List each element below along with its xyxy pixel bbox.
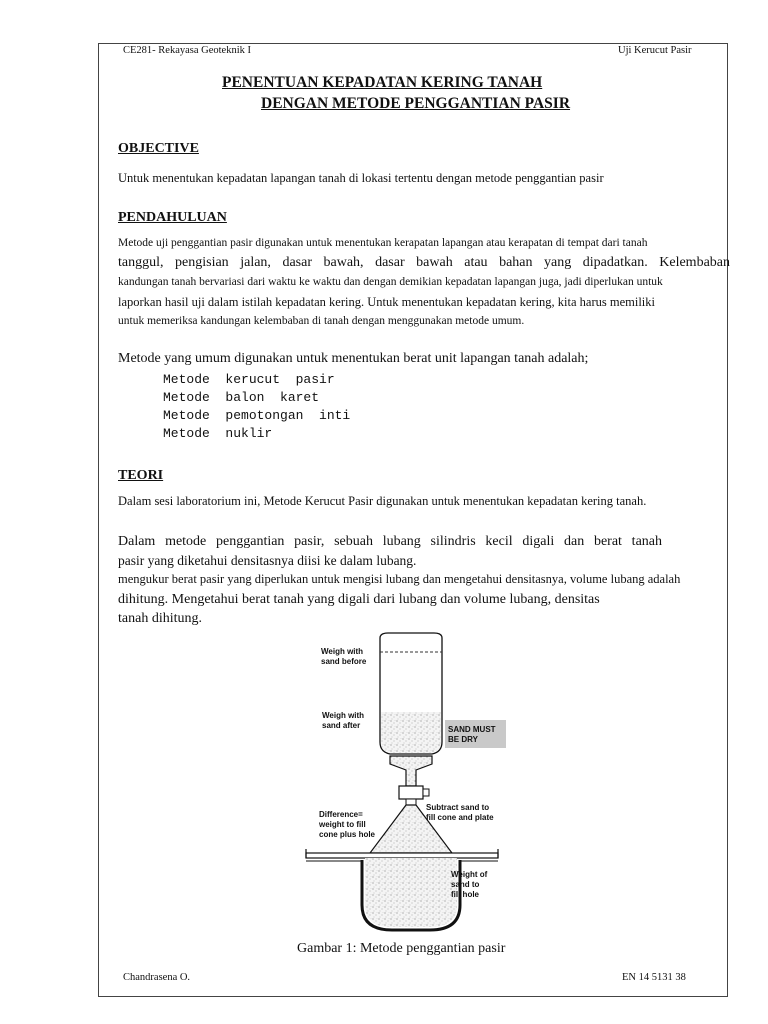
header-course: CE281- Rekayasa Geoteknik I [123,45,252,56]
footer-author: Chandrasena O. [123,972,191,983]
header-topic: Uji Kerucut Pasir [618,45,692,56]
objective-heading: OBJECTIVE [118,141,199,156]
pendahuluan-line: tanggul, pengisian jalan, dasar bawah, dasar bawah atau bahan yang dipadatkan. Kelembaban [118,255,730,270]
teori-line: mengukur berat pasir yang diperlukan untuk mengisi lubang dan mengetahui densitasnya, volume lubang adalah [118,572,681,586]
objective-text: Untuk menentukan kepadatan lapangan tanah di lokasi tertentu dengan metode penggantian pasir [118,171,604,185]
footer-code: EN 14 5131 38 [622,972,686,983]
label-weigh-after: Weigh with sand after [322,711,365,730]
sand-dry-note [445,720,506,748]
pendahuluan-line: kandungan tanah bervariasi dari waktu ke waktu dan dengan demikian kepadatan lapangan juga, jadi diperlukan untuk [118,276,663,288]
objective-item [118,171,604,186]
label-hole: Weight of sand to fill hole [451,870,488,899]
valve-funnel [390,756,432,805]
pendahuluan-heading: PENDAHULUAN [118,210,227,225]
method-item: Metode kerucut pasir [163,372,335,387]
teori-heading: TEORI [118,468,164,483]
figure-caption: Gambar 1: Metode penggantian pasir [297,941,506,956]
method-item: Metode nuklir [163,426,273,441]
teori-line: pasir yang diketahui densitasnya diisi ke dalam lubang. [118,553,417,568]
methods-intro: Metode yang umum digunakan untuk menentukan berat unit lapangan tanah adalah; [118,351,589,366]
svg-text:SAND MUST BE DRY: SAND MUST BE DRY [448,725,496,744]
label-weigh-before: Weigh with sand before [321,647,367,666]
sand-jar [380,633,442,754]
sand-cone-diagram [300,632,510,937]
teori-intro: Dalam sesi laboratorium ini, Metode Kerucut Pasir digunakan untuk menentukan kepadatan kering tanah. [118,494,647,508]
title-line-2: DENGAN METODE PENGGANTIAN PASIR [261,95,571,112]
label-difference: Difference= weight to fill cone plus hole [319,810,376,839]
teori-line: tanah dihitung. [118,611,202,626]
method-item: Metode balon karet [163,390,320,405]
pendahuluan-line: untuk memeriksa kandungan kelembaban di tanah dengan menggunakan metode umum. [118,315,525,327]
pendahuluan-line: Metode uji penggantian pasir digunakan untuk menentukan kerapatan lapangan atau kerapatan di tempat dari tanah [118,237,648,249]
pendahuluan-line: laporkan hasil uji dalam istilah kepadatan kering. Untuk menentukan kepadatan kering, kita harus memiliki [118,295,655,309]
title-line-1: PENENTUAN KEPADATAN KERING TANAH [222,74,543,91]
method-item: Metode pemotongan inti [163,408,351,423]
label-subtract: Subtract sand to fill cone and plate [426,803,494,822]
teori-line: Dalam metode penggantian pasir, sebuah lubang silindris kecil digali dan berat tanah [118,534,662,549]
teori-line: dihitung. Mengetahui berat tanah yang digali dari lubang dan volume lubang, densitas [118,592,600,607]
